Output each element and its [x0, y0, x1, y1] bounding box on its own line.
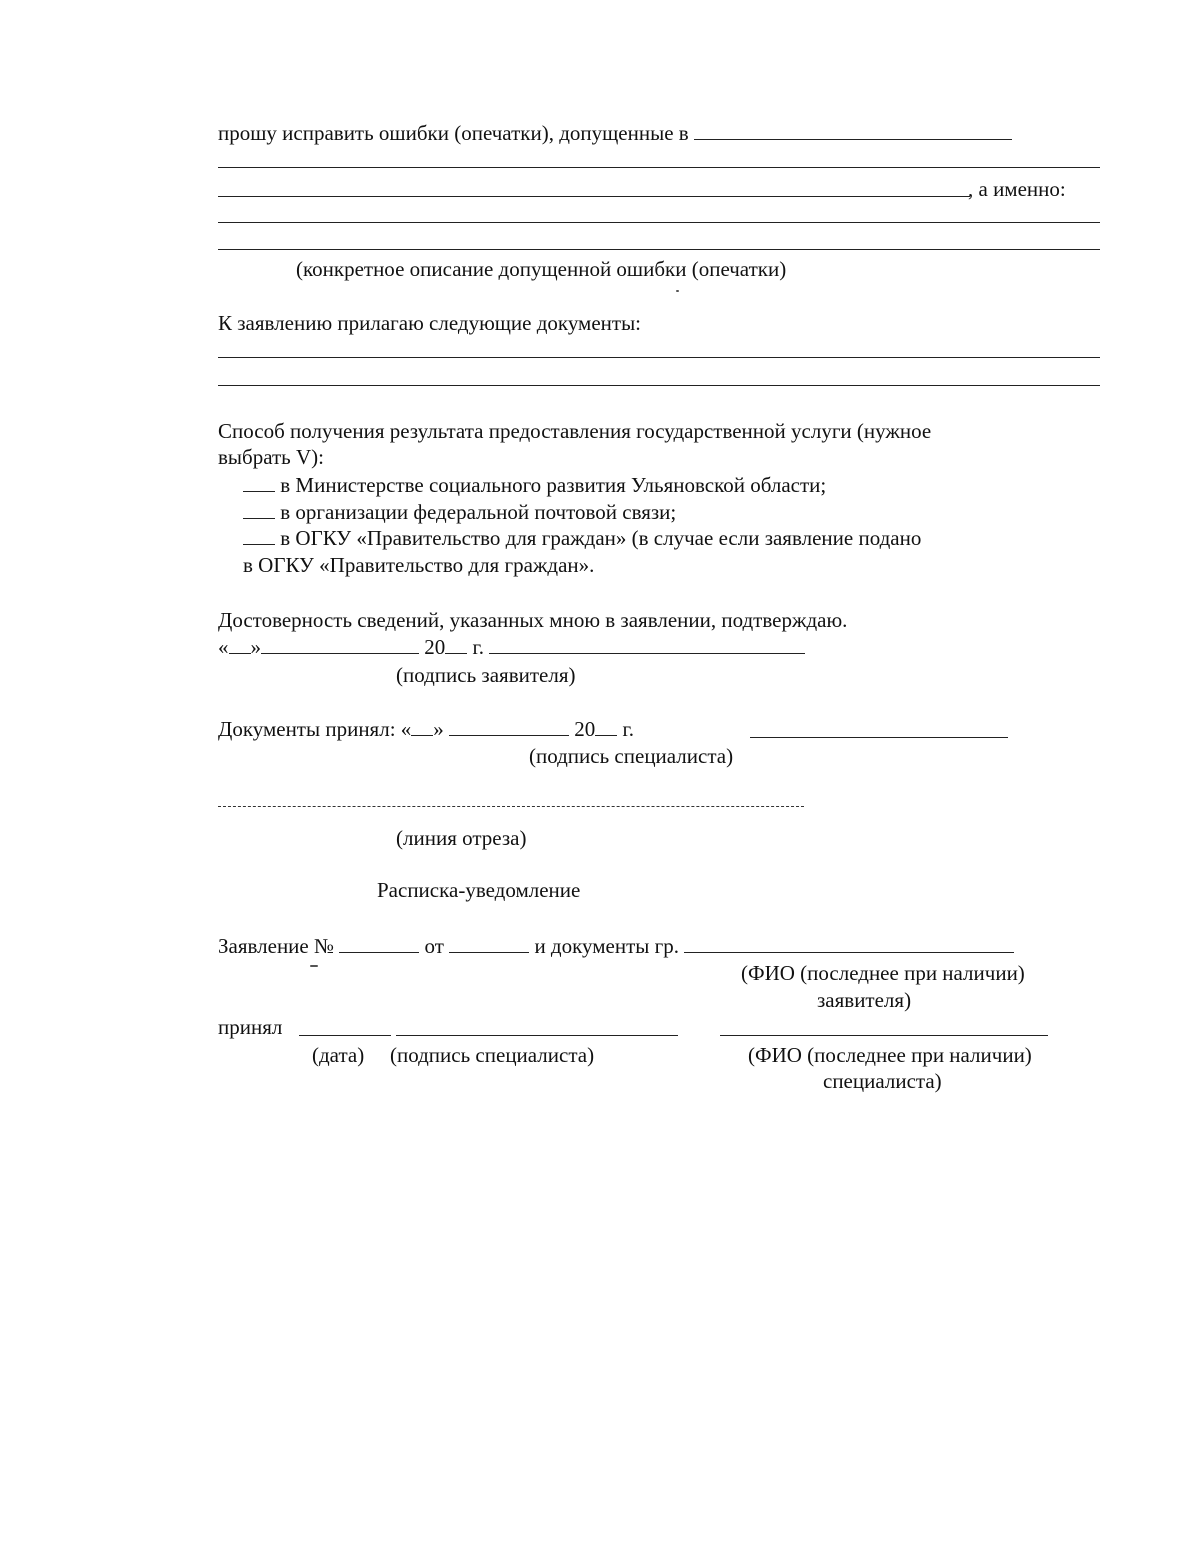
fill-line[interactable]: [218, 249, 1100, 250]
option-ministry: в Министерстве социального развития Ульяновской области;: [243, 472, 826, 498]
option-ogku-checkbox[interactable]: [243, 526, 275, 545]
fio-specialist-caption-2: специалиста): [823, 1069, 942, 1093]
method-heading-2: выбрать V):: [218, 445, 324, 469]
receipt-title: Расписка-уведомление: [377, 878, 581, 902]
scan-speck: [676, 290, 679, 292]
specialist-name-field[interactable]: [720, 1035, 1048, 1036]
year-field[interactable]: [595, 717, 617, 736]
option-ogku-2: в ОГКУ «Правительство для граждан».: [243, 553, 595, 577]
request-line: прошу исправить ошибки (опечатки), допущенные в: [218, 120, 1012, 146]
option-ministry-checkbox[interactable]: [243, 473, 275, 492]
fio-applicant-caption-2: заявителя): [817, 988, 912, 1012]
applicant-name-field[interactable]: [684, 934, 1014, 953]
date-caption: (дата): [312, 1043, 365, 1067]
accepted-date-field[interactable]: [299, 1035, 391, 1036]
day-field[interactable]: [229, 635, 251, 654]
specialist-signature-caption-2: (подпись специалиста): [390, 1043, 595, 1067]
cut-line: [218, 806, 804, 807]
a-imenno-text: , а именно:: [968, 177, 1066, 201]
confirmation-text: Достоверность сведений, указанных мною в заявлении, подтверждаю.: [218, 608, 848, 632]
application-date-field[interactable]: [449, 934, 529, 953]
method-heading: Способ получения результата предоставления государственной услуги (нужное: [218, 419, 932, 443]
fio-applicant-caption: (ФИО (последнее при наличии): [741, 961, 1025, 985]
option-ogku: в ОГКУ «Правительство для граждан» (в случае если заявление подано: [243, 525, 921, 551]
cut-line-caption: (линия отреза): [396, 826, 527, 850]
applicant-date-line: « » 20 г.: [218, 634, 805, 660]
fill-line[interactable]: [218, 196, 970, 197]
option-post: в организации федеральной почтовой связи;: [243, 499, 676, 525]
applicant-signature-caption: (подпись заявителя): [396, 663, 576, 687]
error-caption: (конкретное описание допущенной ошибки (опечатки): [296, 257, 787, 281]
docs-accepted-line: Документы принял: « » 20 г.: [218, 717, 635, 741]
option-post-checkbox[interactable]: [243, 500, 275, 519]
receipt-application-line: Заявление № от и документы гр.: [218, 933, 1014, 959]
month-field[interactable]: [261, 635, 419, 654]
application-number-field[interactable]: [339, 934, 419, 953]
specialist-signature-field[interactable]: [750, 737, 1008, 738]
month-field[interactable]: [449, 717, 569, 736]
document-name-field[interactable]: [694, 121, 1012, 140]
accepted-label: принял: [218, 1015, 283, 1039]
day-field[interactable]: [411, 717, 433, 736]
attach-heading: К заявлению прилагаю следующие документы:: [218, 311, 642, 335]
fio-specialist-caption: (ФИО (последнее при наличии): [748, 1043, 1032, 1067]
fill-line[interactable]: [218, 222, 1100, 223]
attachment-line[interactable]: [218, 357, 1100, 358]
fill-line[interactable]: [218, 167, 1100, 168]
accepted-signature-field[interactable]: [396, 1035, 678, 1036]
applicant-signature-field[interactable]: [489, 635, 805, 654]
attachment-line[interactable]: [218, 385, 1100, 386]
year-field[interactable]: [445, 635, 467, 654]
specialist-signature-caption: (подпись специалиста): [529, 744, 734, 768]
scan-speck: [310, 965, 318, 967]
